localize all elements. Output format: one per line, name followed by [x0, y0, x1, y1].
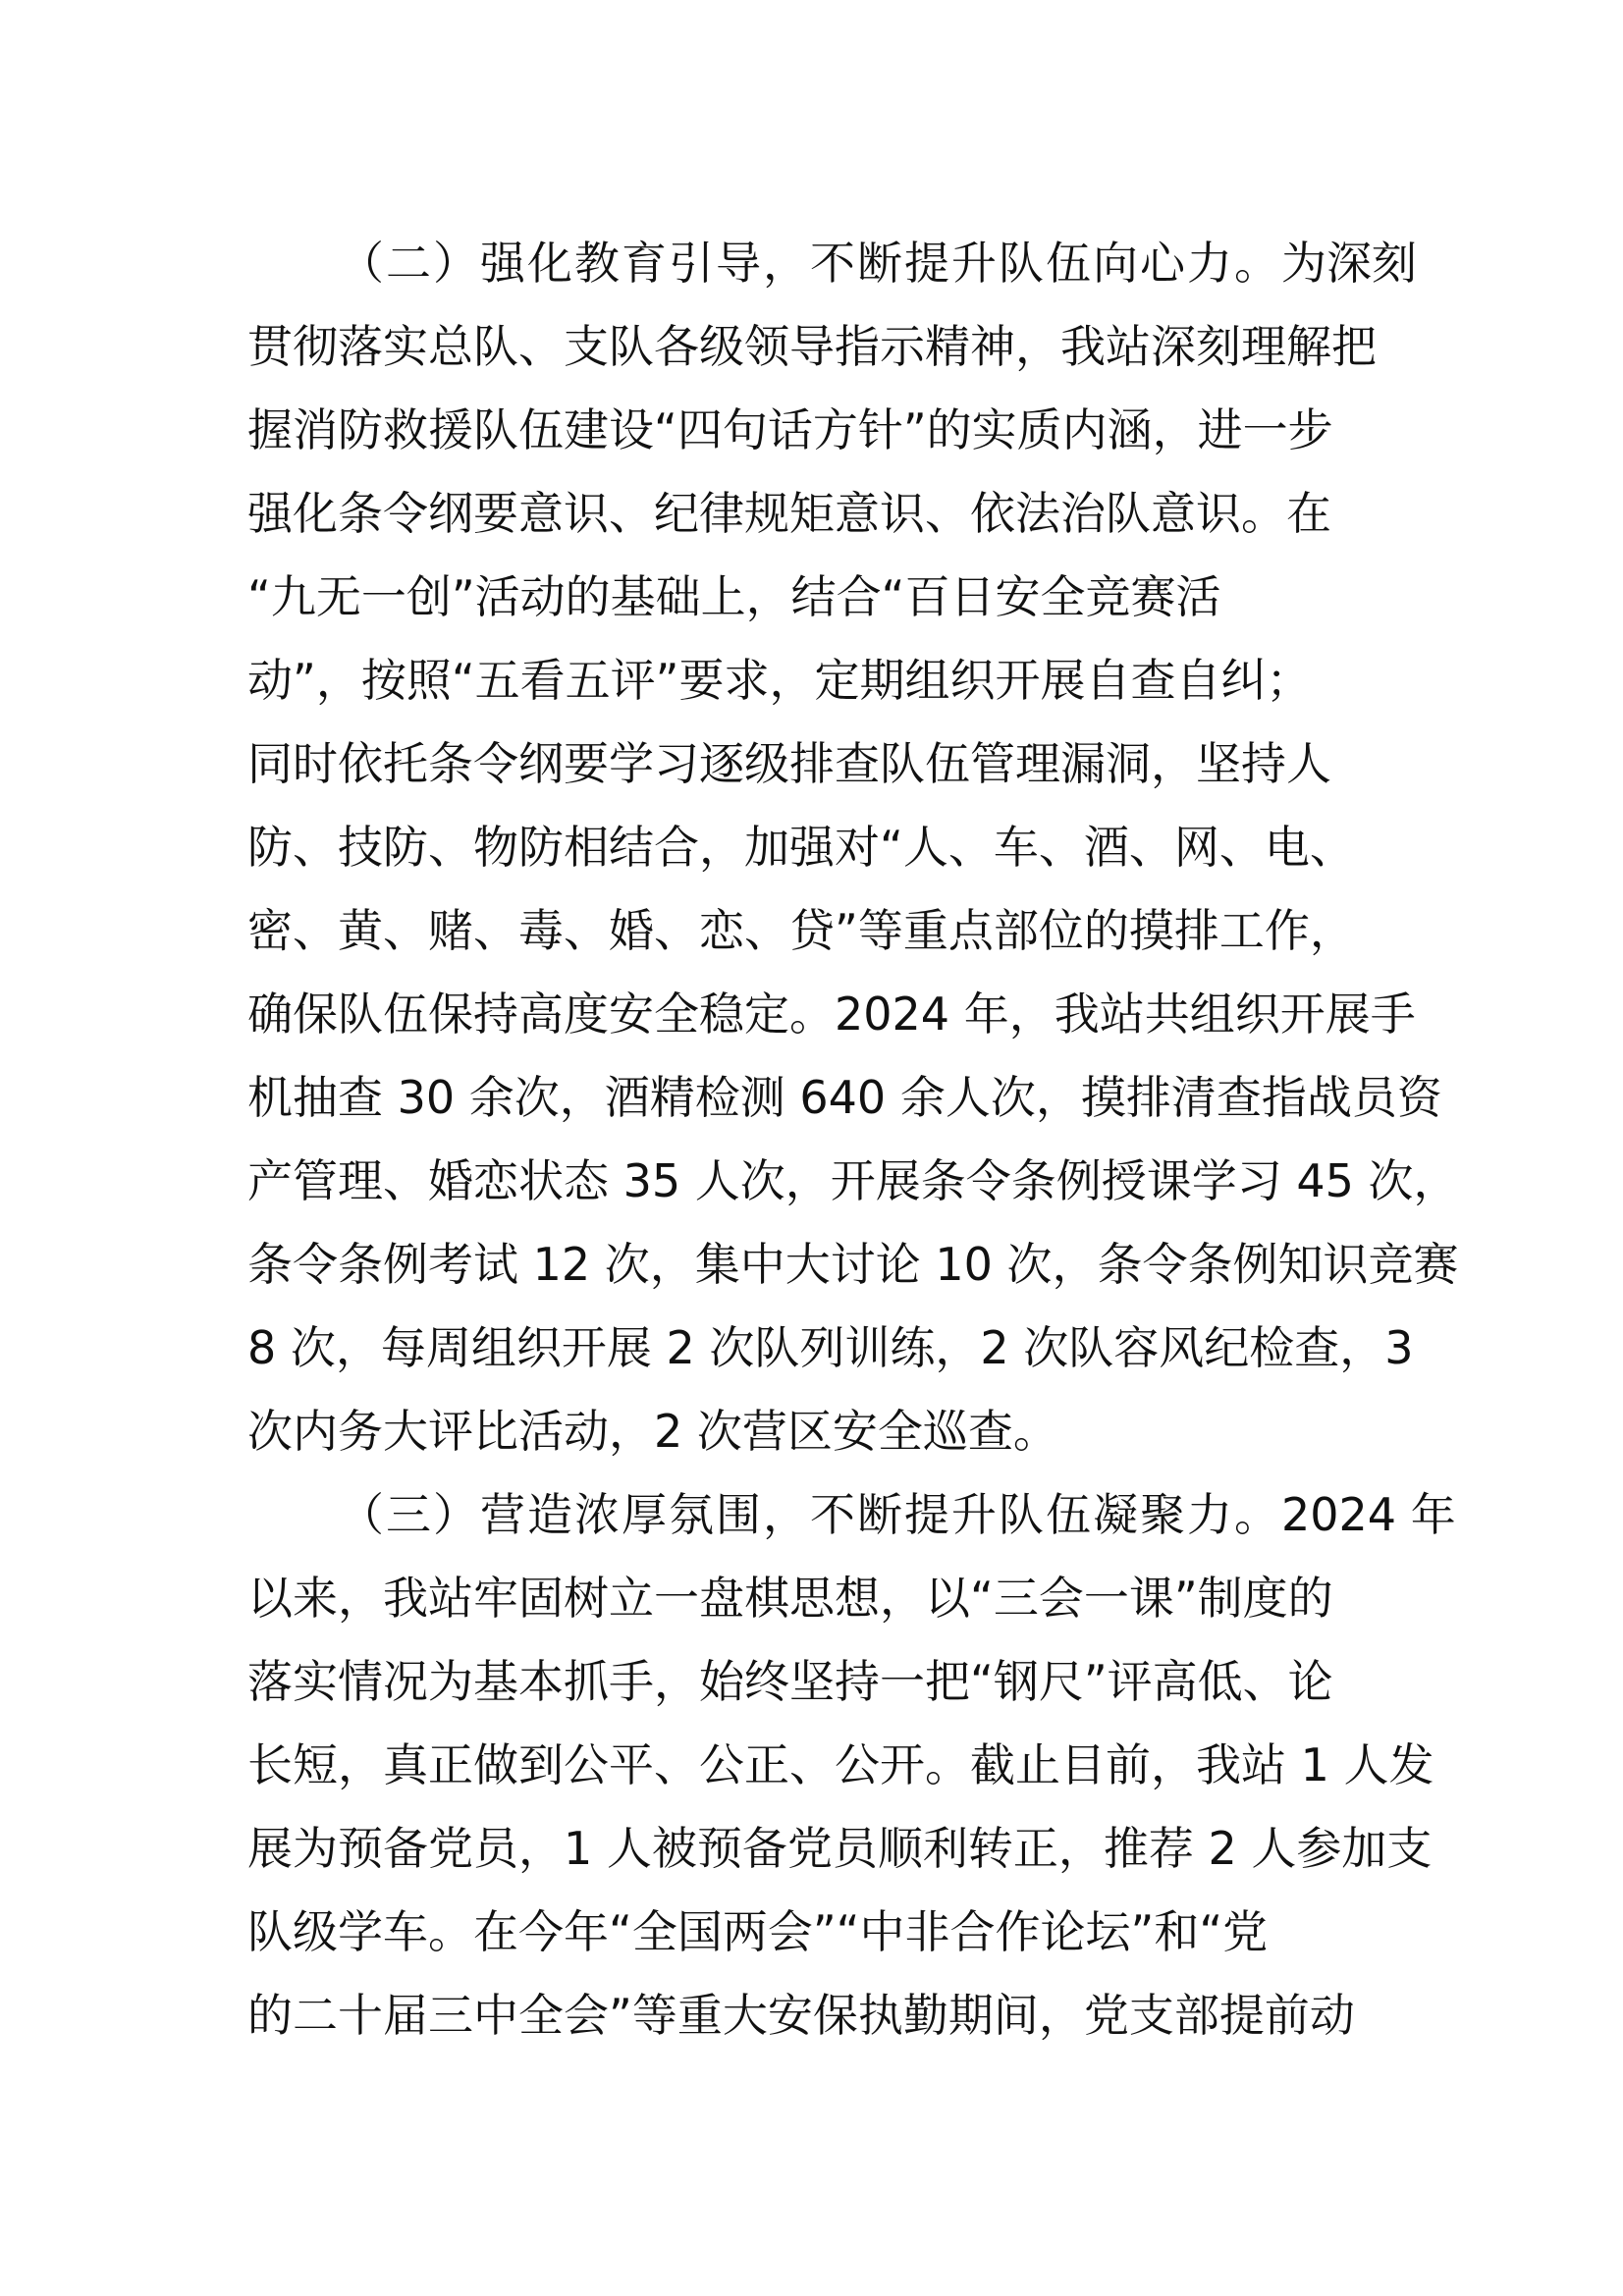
section3-line-1	[339, 1475, 1456, 1554]
section2-line-14: 8 次，每周组织开展 2 次队列训练，2 次队容风纪检查，3	[247, 1321, 1414, 1374]
section3-line-6: 队级学车。在今年“全国两会”“中非合作论坛”和“党	[247, 1905, 1269, 1958]
section2-line-3: 握消防救援队伍建设“四句话方针”的实质内涵，进一步	[247, 403, 1333, 456]
section2-line-2: 贯彻落实总队、支队各级领导指示精神，我站深刻理解把	[247, 320, 1377, 373]
section2-text: 为深刻	[1281, 237, 1417, 290]
section2-line-1	[339, 224, 1417, 302]
section2-line-10: 确保队伍保持高度安全稳定。2024 年，我站共组织开展手	[247, 988, 1416, 1041]
section3-heading: （三）营造浓厚氛围，不断提升队伍凝聚力。	[339, 1488, 1281, 1541]
section2-line-15: 次内务大评比活动，2 次营区安全巡查。	[247, 1405, 1058, 1458]
section2-line-6: 动”，按照“五看五评”要求，定期组织开展自查自纠；	[247, 654, 1312, 707]
section3-line-5: 展为预备党员，1 人被预备党员顺利转正，推荐 2 人参加支	[247, 1822, 1433, 1875]
section3-text: 2024 年	[1281, 1488, 1456, 1541]
section2-line-9: 密、黄、赌、毒、婚、恋、贷”等重点部位的摸排工作，	[247, 904, 1355, 957]
section2-line-5: “九无一创”活动的基础上，结合“百日安全竞赛活	[247, 570, 1221, 623]
section2-line-11: 机抽查 30 余次，酒精检测 640 余人次，摸排清查指战员资	[247, 1071, 1442, 1124]
section2-line-4: 强化条令纲要意识、纪律规矩意识、依法治队意识。在	[247, 487, 1331, 540]
section3-line-3: 落实情况为基本抓手，始终坚持一把“钢尺”评高低、论	[247, 1655, 1333, 1708]
section2-line-12: 产管理、婚恋状态 35 人次，开展条令条例授课学习 45 次，	[247, 1154, 1459, 1207]
section3-line-2: 以来，我站牢固树立一盘棋思想，以“三会一课”制度的	[247, 1572, 1333, 1625]
section3-line-7: 的二十届三中全会”等重大安保执勤期间，党支部提前动	[247, 1989, 1355, 2042]
section2-line-13: 条令条例考试 12 次，集中大讨论 10 次，条令条例知识竞赛	[247, 1238, 1459, 1291]
section3-line-4: 长短，真正做到公平、公正、公开。截止目前，我站 1 人发	[247, 1738, 1434, 1791]
section2-line-7: 同时依托条令纲要学习逐级排查队伍管理漏洞，坚持人	[247, 737, 1331, 790]
section2-line-8: 防、技防、物防相结合，加强对“人、车、酒、网、电、	[247, 821, 1355, 874]
section2-heading: （二）强化教育引导，不断提升队伍向心力。	[339, 237, 1281, 290]
